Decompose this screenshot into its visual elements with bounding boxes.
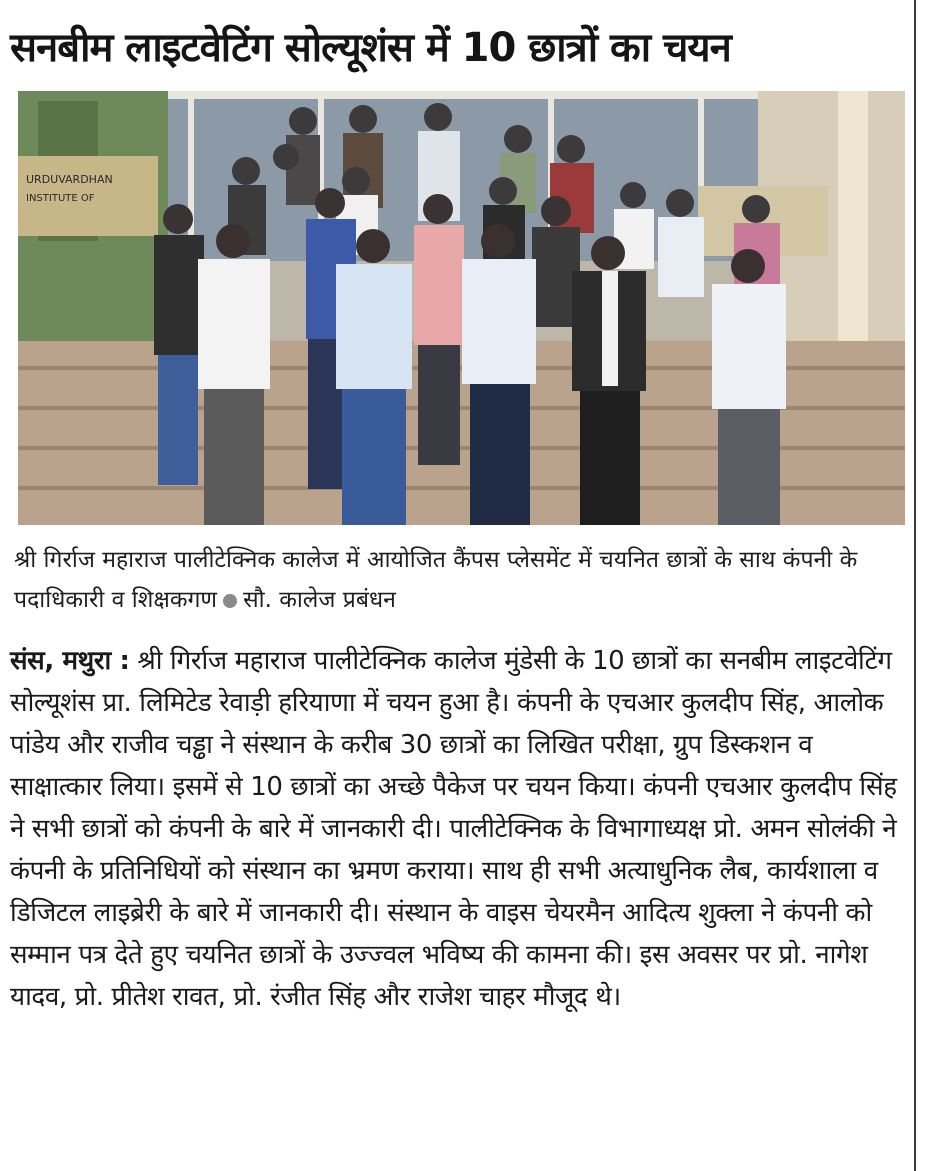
svg-text:INSTITUTE OF: INSTITUTE OF — [26, 193, 95, 204]
caption-credit: सौ. कालेज प्रबंधन — [243, 587, 396, 613]
credit-dot-icon — [223, 594, 237, 608]
sign-text: URDUVARDHAN — [26, 173, 113, 186]
group-photo — [18, 91, 905, 525]
dateline: संस, मथुरा : — [10, 646, 130, 676]
body-paragraph: श्री गिर्राज महाराज पालीटेक्निक कालेज मुंडेसी के 10 छात्रों का सनबीम लाइटवेटिंग सोल्यूशंस प्रा. लिमिटेड रेवाड़ी हरियाणा में चयन हुआ है। कंपनी के एचआर कुलदीप सिंह, आलोक पांडेय और राजीव चड्ढा ने संस्थान के करीब 30 छात्रों का लिखित परीक्षा, ग्रुप डिस्कशन व साक्षात्कार लिया। इसमें से 10 छात्रों का अच्छे पैकेज पर चयन किया। कंपनी एचआर कुलदीप सिंह ने सभी छात्रों को कंपनी के बारे में जानकारी दी। पालीटेक्निक के विभागाध्यक्ष प्रो. अमन सोलंकी ने कंपनी के प्रतिनिधियों को संस्थान का भ्रमण कराया। साथ ही सभी अत्याधुनिक लैब, कार्यशाला व डिजिटल लाइब्रेरी के बारे में जानकारी दी। संस्थान के वाइस चेयरमैन आदित्य शुक्ला ने कंपनी को सम्मान पत्र देते हुए चयनित छात्रों के उज्ज्वल भविष्य की कामना की। इस अवसर पर प्रो. नागेश यादव, प्रो. प्रीतेश रावत, प्रो. रंजीत सिंह और राजेश चाहर मौजूद थे। — [10, 646, 897, 1012]
caption-text: श्री गिर्राज महाराज पालीटेक्निक कालेज में आयोजित कैंपस प्लेसमेंट में चयनित छात्रों के साथ कंपनी के पदाधिकारी व शिक्षकगण — [14, 547, 858, 613]
column-rule — [914, 0, 916, 1171]
article-body — [10, 640, 902, 1018]
photo-caption — [14, 540, 904, 620]
article-headline: सनबीम लाइटवेटिंग सोल्यूशंस में 10 छात्रों का चयन — [10, 25, 731, 71]
